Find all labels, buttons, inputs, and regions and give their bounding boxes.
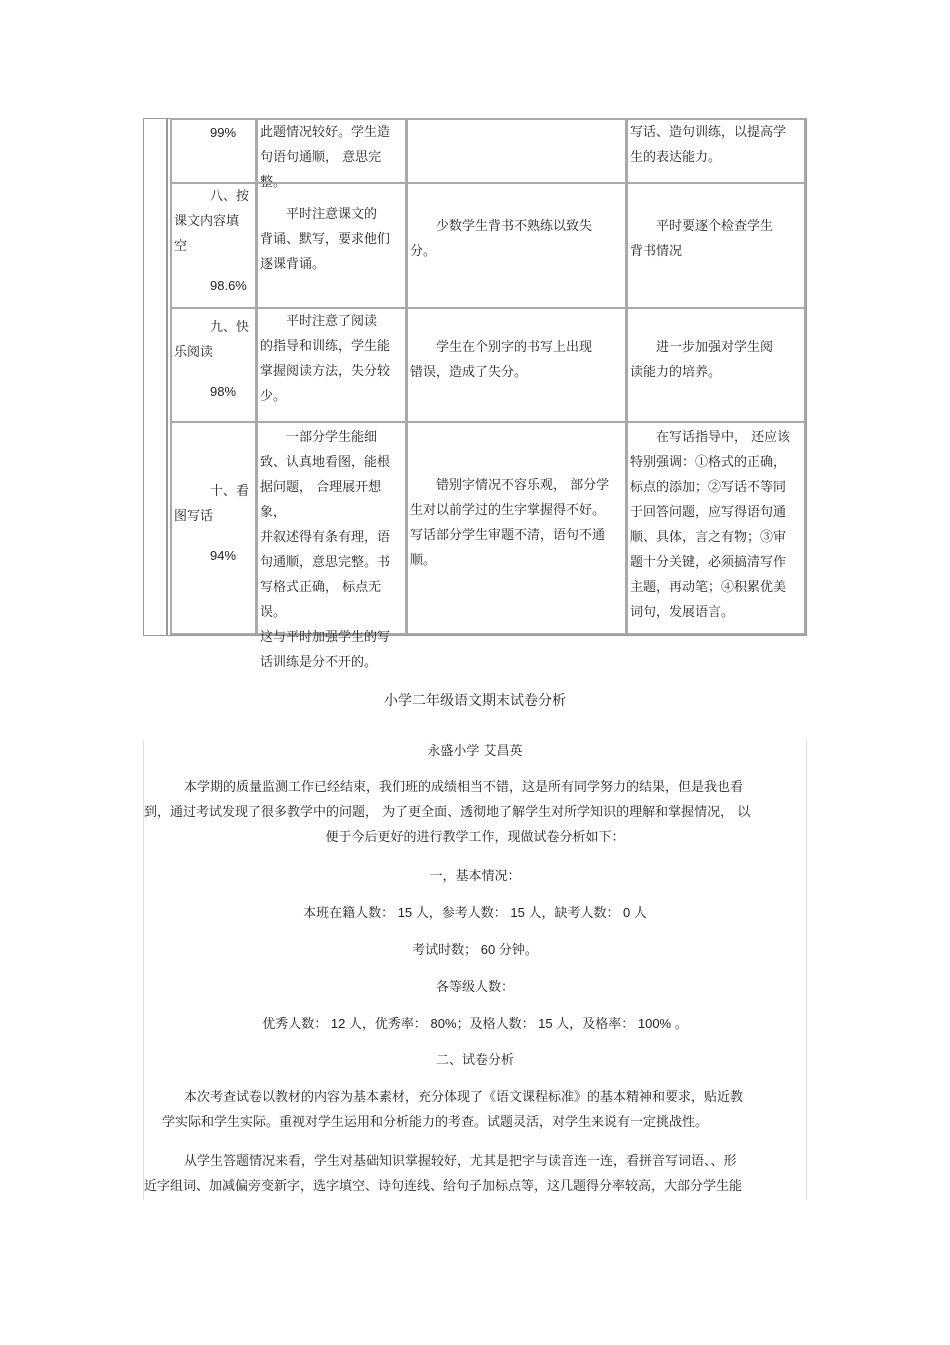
score-rate: 94% — [210, 548, 237, 563]
text-line: 题十分关键，必须搞清写作 — [630, 555, 787, 570]
table-cell-measure — [626, 421, 806, 635]
intro-line: 到，通过考试发现了很多教学中的问题， 为了更全面、透彻地了解学生对所学知识的理解和掌握情况， 以 — [144, 805, 751, 820]
text-line: 顺、具体，言之有物；③审 — [630, 530, 787, 545]
text-line: 生的表达能力。 — [630, 150, 722, 165]
table-cell-problem — [406, 118, 627, 184]
text-line: 平时要逐个检查学生 — [656, 219, 774, 234]
text-line: 逐课背诵。 — [260, 257, 326, 272]
grades-line: 优秀人数： 12 人，优秀率： 80%；及格人数： 15 人，及格率： 100% 。 — [262, 1016, 688, 1031]
text-line: 背书情况 — [630, 244, 683, 259]
text-line: 生对以前学过的生字掌握得不好。 — [410, 503, 606, 518]
table-cell-strength — [256, 182, 407, 309]
text-line: 学生在个别字的书写上出现 — [436, 340, 593, 355]
score-rate: 98.6% — [210, 278, 247, 293]
item-line: 九、快 — [210, 320, 250, 335]
text-line: 句语句通顺， 意思完整。 — [260, 150, 382, 190]
table-cell-measure — [626, 118, 806, 184]
item-line: 乐阅读 — [174, 345, 214, 360]
text-line: 一部分学生能细 — [286, 430, 378, 445]
text-line: 分。 — [410, 244, 437, 259]
text-line: 句通顺，意思完整。书 — [260, 555, 391, 570]
text-line: 写格式正确， 标点无误。 — [260, 580, 382, 620]
text-line: 标点的添加；②写话不等同 — [630, 480, 787, 495]
text-line: 写话、造句训练，以提高学 — [630, 125, 787, 140]
text-line: 进一步加强对学生阅 — [656, 340, 774, 355]
score-rate: 98% — [210, 384, 237, 399]
item-line: 十、看 — [210, 484, 250, 499]
table-cell-strength — [256, 118, 407, 190]
text-line: 并叙述得有条有理，语 — [260, 530, 391, 545]
table-cell-item — [170, 421, 257, 635]
text-line: 平时注意了阅读 — [286, 314, 378, 329]
intro-line: 本学期的质量监测工作已经结束，我们班的成绩相当不错，这是所有同学努力的结果，但是我也看 — [184, 780, 744, 795]
text-line: 这与平时加强学生的写 — [260, 630, 391, 645]
text-line: 背诵、默写，要求他们 — [260, 232, 391, 247]
text-line: 据问题， 合理展开想象， — [260, 480, 382, 520]
table-cell-item — [170, 307, 257, 423]
text-line: 错别字情况不容乐观， 部分学 — [436, 478, 610, 493]
text-line: 写话部分学生审题不清，语句不通 — [410, 528, 606, 543]
text-line: 掌握阅读方法，失分较 — [260, 364, 391, 379]
text-line: 在写话指导中， 还应该 — [656, 430, 791, 445]
table-cell-strength — [256, 307, 407, 423]
text-line: 主题，再动笔；④积累优美 — [630, 580, 787, 595]
paragraph-line: 本次考查试卷以教材的内容为基本素材，充分体现了《语文课程标准》的基本精神和要求，贴近教 — [184, 1090, 744, 1105]
text-line: 平时注意课文的 — [286, 207, 378, 222]
item-line: 八、按 — [210, 189, 250, 204]
item-line: 图写话 — [174, 509, 214, 524]
document-title: 小学二年级语文期末试卷分析 — [384, 693, 566, 709]
exam-time-line: 考试时数； 60 分钟。 — [412, 942, 538, 957]
text-line: 此题情况较好。学生造 — [260, 125, 391, 140]
table-cell-item — [170, 118, 257, 184]
table-cell-problem — [406, 421, 627, 635]
table-cell-measure — [626, 182, 806, 309]
score-rate: 99% — [210, 125, 237, 140]
section-heading: 二、试卷分析 — [435, 1053, 514, 1068]
table-cell-strength — [256, 421, 407, 670]
table-left-strip — [144, 119, 168, 635]
table-cell-measure — [626, 307, 806, 423]
item-line: 空 — [174, 239, 188, 254]
enrollment-line: 本班在籍人数： 15 人，参考人数： 15 人，缺考人数： 0 人 — [303, 905, 647, 920]
text-line: 特别强调：①格式的正确， — [630, 455, 787, 470]
text-line: 顺。 — [410, 553, 437, 568]
table-cell-problem — [406, 182, 627, 309]
intro-line: 便于今后更好的进行教学工作，现做试卷分析如下： — [325, 830, 625, 845]
text-line: 于回答问题，应写得语句通 — [630, 505, 787, 520]
text-line: 致、认真地看图，能根 — [260, 455, 391, 470]
text-line: 话训练是分不开的。 — [260, 655, 378, 670]
author-line: 永盛小学 艾昌英 — [427, 744, 523, 759]
table-cell-problem — [406, 307, 627, 423]
table-cell-item — [170, 182, 257, 309]
item-line: 课文内容填 — [174, 214, 240, 229]
document-body — [143, 740, 807, 1200]
paragraph-line: 近字组词、加减偏旁变新字，选字填空、诗句连线、给句子加标点等，这几题得分率较高，大部分学生能 — [144, 1179, 743, 1194]
text-line: 少数学生背书不熟练以致失 — [436, 219, 593, 234]
grades-label: 各等级人数： — [435, 980, 514, 995]
section-heading: 一，基本情况： — [429, 869, 521, 884]
text-line: 的指导和训练，学生能 — [260, 339, 391, 354]
paragraph-line: 学实际和学生实际。重视对学生运用和分析能力的考查。试题灵活，对学生来说有一定挑战性。 — [162, 1115, 709, 1130]
paragraph-line: 从学生答题情况来看，学生对基础知识掌握较好，尤其是把字与读音连一连，看拼音写词语、、形 — [184, 1154, 737, 1169]
text-line: 词句，发展语言。 — [630, 605, 735, 620]
text-line: 少。 — [260, 389, 287, 404]
text-line: 读能力的培养。 — [630, 365, 722, 380]
text-line: 错误，造成了失分。 — [410, 365, 528, 380]
